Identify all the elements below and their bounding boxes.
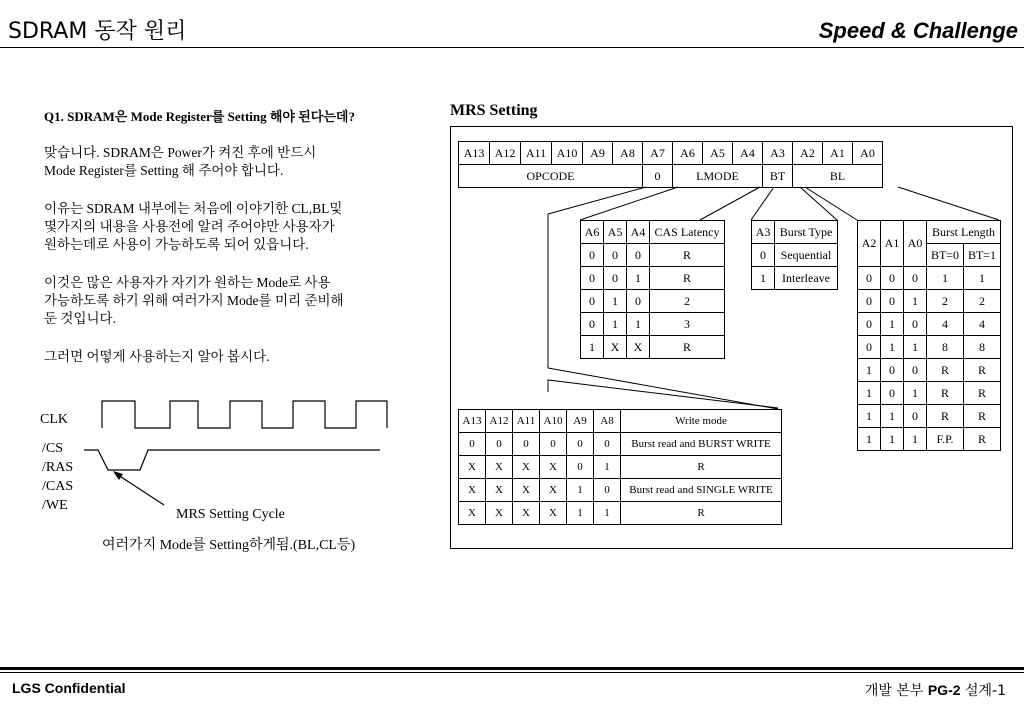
field-cell: 0 [643,165,673,188]
footer-dept: 개발 본부 [864,683,928,699]
cas-cell: 0 [627,244,650,267]
bl-cell: 1 [858,405,881,428]
confidential-label: LGS Confidential [12,680,126,696]
wm-body [459,433,782,525]
bl-cell: 4 [964,313,1001,336]
bl-cell: 0 [904,313,927,336]
bl-cell: 0 [858,336,881,359]
cas-header: CAS Latency [650,221,725,244]
address-bit-cell: A12 [490,142,521,165]
address-bit-row [459,142,883,165]
bl-cell: 2 [927,290,964,313]
wm-cell: X [486,479,513,502]
wm-cell: X [513,479,540,502]
cas-cell: 0 [581,290,604,313]
bl-row [858,382,1001,405]
paragraph-line: 원하는데로 사용이 가능하도록 되어 있읍니다. [44,237,309,252]
cas-row [581,336,725,359]
cas-cell: 3 [650,313,725,336]
wm-cell: 1 [594,456,621,479]
bl-row [858,336,1001,359]
bl-row [858,267,1001,290]
paragraph-line: 몇가지의 내용을 사용전에 알려 주어야만 사용자가 [44,219,335,234]
address-bit-cell: A4 [733,142,763,165]
wm-row [459,502,782,525]
write-mode-table [458,409,782,525]
mrs-timing-diagram [60,395,390,525]
wm-row [459,479,782,502]
wm-cell: 0 [594,479,621,502]
wm-cell: X [540,502,567,525]
field-cell: LMODE [673,165,763,188]
cas-header-row [581,221,725,244]
address-bit-cell: A6 [673,142,703,165]
wm-cell: 0 [567,456,594,479]
bl-cell: R [964,428,1001,451]
bl-row [858,428,1001,451]
wm-header: A9 [567,410,594,433]
bl-cell: 0 [858,267,881,290]
wm-header-row [459,410,782,433]
paragraph-2 [44,200,414,254]
signal-label-cas: /CAS [42,479,74,494]
cas-cell: 0 [604,244,627,267]
bl-cell: 0 [881,382,904,405]
cas-row [581,267,725,290]
cas-cell: 0 [581,313,604,336]
bl-row [858,359,1001,382]
burst-type-table [751,220,838,290]
wm-cell: 1 [594,502,621,525]
wm-cell: X [513,502,540,525]
paragraph-line: 둔 것입니다. [44,311,116,326]
mode-setting-note: 여러가지 Mode를 Setting하게됨.(BL,CL등) [102,538,356,553]
address-bit-cell: A3 [763,142,793,165]
bl-subheader: BT=0 [927,244,964,267]
cas-row [581,290,725,313]
cas-body [581,244,725,359]
wm-cell: 0 [513,433,540,456]
cas-cell: 1 [604,290,627,313]
bl-header: A2 [858,221,881,267]
header-divider [0,47,1024,48]
cas-cell: X [627,336,650,359]
cas-latency-table [580,220,725,359]
bl-cell: 1 [927,267,964,290]
bl-cell: 0 [881,290,904,313]
cas-row [581,244,725,267]
wm-cell: X [486,502,513,525]
paragraph-3 [44,274,414,328]
wm-header: A13 [459,410,486,433]
cas-cell: 1 [581,336,604,359]
cas-cell: 0 [604,267,627,290]
field-row [459,165,883,188]
bl-body [858,267,1001,451]
paragraph-line: 그러면 어떻게 사용하는지 알아 봅시다. [44,349,270,364]
bl-cell: 1 [881,405,904,428]
clk-waveform [102,401,387,428]
address-bit-table [458,141,883,188]
cas-cell: 0 [581,244,604,267]
address-bit-cell: A9 [583,142,613,165]
wm-cell: 1 [567,479,594,502]
bl-cell: 0 [904,405,927,428]
paragraph-1 [44,144,414,180]
address-bit-cell: A7 [643,142,673,165]
wm-cell: Burst read and BURST WRITE [621,433,782,456]
bt-header: A3 [752,221,775,244]
wm-header: A12 [486,410,513,433]
bt-cell: Interleave [775,267,838,290]
wm-header: A8 [594,410,621,433]
field-cell: OPCODE [459,165,643,188]
brand-slogan: Speed & Challenge [818,18,1018,43]
wm-header: Write mode [621,410,782,433]
field-cell: BL [793,165,883,188]
cas-cell: 1 [627,313,650,336]
paragraph-line: 맞습니다. SDRAM은 Power가 켜진 후에 반드시 [44,145,317,160]
wm-cell: 0 [594,433,621,456]
bl-cell: R [927,405,964,428]
burst-length-table [857,220,1001,451]
bl-cell: 0 [904,267,927,290]
paragraph-4 [44,348,414,366]
footer-divider-thin [0,672,1024,673]
cas-row [581,313,725,336]
bl-cell: F.P. [927,428,964,451]
bl-cell: 8 [964,336,1001,359]
cas-cell: X [604,336,627,359]
page-footer-id [865,680,1006,700]
cycle-arrow [115,473,164,505]
bl-subheader: BT=1 [964,244,1001,267]
footer-suffix: 설계-1 [960,683,1006,699]
bl-cell: 1 [858,428,881,451]
paragraph-line: 가능하도록 하기 위해 여러가지 Mode를 미리 준비해 [44,293,344,308]
bt-row [752,244,838,267]
wm-header: A11 [513,410,540,433]
address-bit-cell: A2 [793,142,823,165]
wm-cell: 0 [459,433,486,456]
wm-row [459,433,782,456]
page-title: SDRAM 동작 원리 [8,19,187,44]
bl-cell: 1 [964,267,1001,290]
cas-cell: R [650,336,725,359]
bt-row [752,267,838,290]
bl-row [858,290,1001,313]
cas-header: A4 [627,221,650,244]
wm-header: A10 [540,410,567,433]
paragraph-line: 이유는 SDRAM 내부에는 처음에 이야기한 CL,BL및 [44,201,343,216]
bl-cell: 0 [858,313,881,336]
bl-cell: 1 [904,428,927,451]
wm-cell: X [459,479,486,502]
bl-cell: 1 [904,336,927,359]
address-bit-cell: A11 [521,142,552,165]
footer-code: PG-2 [927,682,961,698]
signal-label-we: /WE [42,498,68,513]
bl-cell: 2 [964,290,1001,313]
bl-cell: 0 [858,290,881,313]
command-waveform [84,450,380,470]
bl-cell: R [964,359,1001,382]
bl-cell: 1 [904,382,927,405]
cas-cell: 0 [627,290,650,313]
wm-cell: R [621,502,782,525]
bl-cell: 1 [858,359,881,382]
paragraph-line: Mode Register를 Setting 해 주어야 합니다. [44,163,284,178]
bl-cell: R [964,405,1001,428]
wm-cell: X [540,479,567,502]
bl-header: A1 [881,221,904,267]
bt-cell: Sequential [775,244,838,267]
bl-cell: R [964,382,1001,405]
address-bit-cell: A0 [853,142,883,165]
bl-cell: 1 [881,428,904,451]
bl-cell: 0 [881,267,904,290]
bl-cell: 1 [881,336,904,359]
cas-cell: 1 [627,267,650,290]
wm-cell: 1 [567,502,594,525]
bl-cell: R [927,359,964,382]
bl-cell: 8 [927,336,964,359]
bt-body [752,244,838,290]
address-bit-cell: A5 [703,142,733,165]
bt-header-row [752,221,838,244]
cas-header: A6 [581,221,604,244]
cas-header: A5 [604,221,627,244]
paragraph-line: 이것은 많은 사용자가 자기가 원하는 Mode로 사용 [44,275,331,290]
address-bit-cell: A13 [459,142,490,165]
cas-cell: 0 [581,267,604,290]
wm-cell: Burst read and SINGLE WRITE [621,479,782,502]
wm-cell: R [621,456,782,479]
bt-cell: 0 [752,244,775,267]
cas-cell: 2 [650,290,725,313]
wm-cell: 0 [540,433,567,456]
cas-cell: R [650,267,725,290]
cas-cell: 1 [604,313,627,336]
bl-cell: 4 [927,313,964,336]
signal-label-cs: /CS [42,441,64,456]
cas-cell: R [650,244,725,267]
question-heading: Q1. SDRAM은 Mode Register를 Setting 해야 된다는데? [44,109,355,124]
address-bit-cell: A10 [552,142,583,165]
wm-cell: X [459,502,486,525]
mrs-title: MRS Setting [450,102,538,119]
wm-cell: 0 [486,433,513,456]
bl-cell: 1 [881,313,904,336]
mrs-cycle-label: MRS Setting Cycle [176,507,285,522]
wm-cell: X [486,456,513,479]
bl-cell: 1 [858,382,881,405]
bl-title: Burst Length [927,221,1001,244]
signal-label-ras: /RAS [42,460,74,475]
bt-header: Burst Type [775,221,838,244]
wm-cell: X [513,456,540,479]
bl-cell: R [927,382,964,405]
wm-cell: X [459,456,486,479]
cycle-arrowhead [113,471,123,480]
wm-row [459,456,782,479]
wm-cell: X [540,456,567,479]
field-cell: BT [763,165,793,188]
footer-divider-thick [0,667,1024,670]
bl-row [858,313,1001,336]
bl-cell: 1 [904,290,927,313]
bt-cell: 1 [752,267,775,290]
wm-cell: 0 [567,433,594,456]
bl-header: A0 [904,221,927,267]
bl-row [858,405,1001,428]
bl-header-row [858,221,1001,244]
bl-cell: 0 [904,359,927,382]
signal-label-clk: CLK [40,412,68,427]
address-bit-cell: A8 [613,142,643,165]
bl-cell: 0 [881,359,904,382]
address-bit-cell: A1 [823,142,853,165]
